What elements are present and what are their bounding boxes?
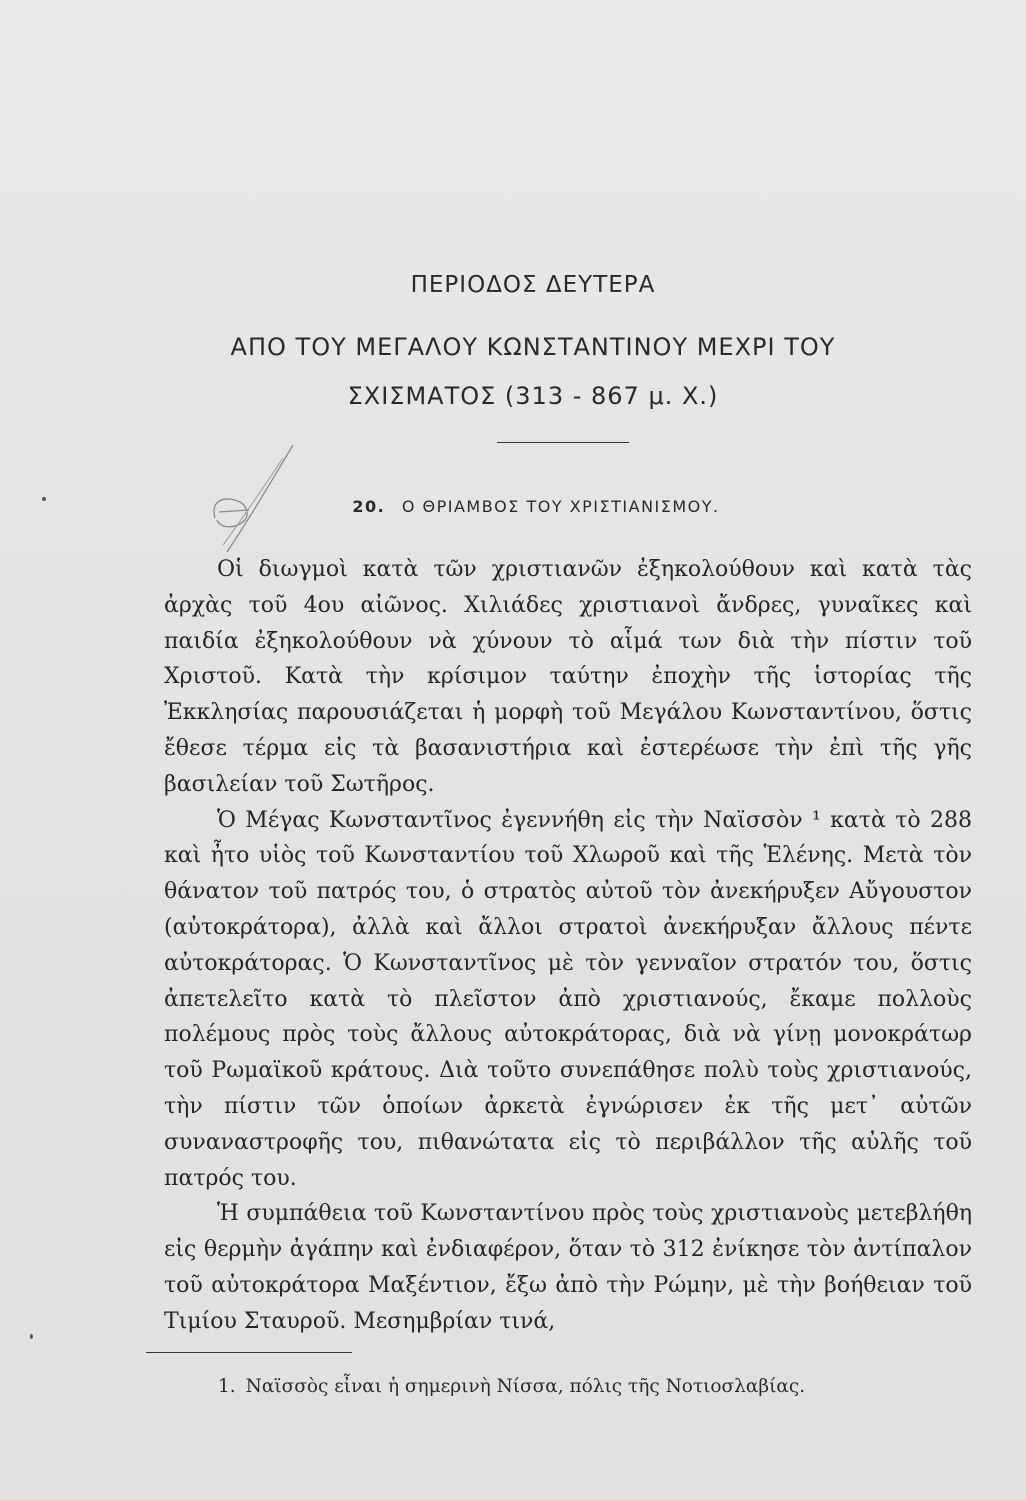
- title-divider: [497, 442, 629, 443]
- body-text: [164, 552, 972, 1340]
- section-title: Ο ΘΡΙΑΜΒΟΣ ΤΟΥ ΧΡΙΣΤΙΑΝΙΣΜΟΥ.: [401, 497, 720, 516]
- paragraph: Οἱ διωγμοὶ κατὰ τῶν χριστιανῶν ἐξηκολούθουν καὶ κατὰ τὰς ἀρχὰς τοῦ 4ου αἰῶνος. Χιλιάδες χριστιανοὶ ἄνδρες, γυναῖκες καὶ παιδία ἐξηκολούθουν νὰ χύνουν τὸ αἷμά των διὰ τὴν πίστιν τοῦ Χριστοῦ. Κατὰ τὴν κρίσιμον ταύτην ἐποχὴν τῆς ἱστορίας τῆς Ἐκκλησίας παρουσιάζεται ἡ μορφὴ τοῦ Μεγάλου Κωνσταντίνου, ὅστις ἔθεσε τέρμα εἰς τὰ βασανιστήρια καὶ ἐστερέωσε τὴν ἐπὶ τῆς γῆς βασιλείαν τοῦ Σωτῆρος.: [164, 557, 972, 797]
- chapter-title-line-1: ΑΠΟ ΤΟΥ ΜΕΓΑΛΟΥ ΚΩΝΣΤΑΝΤΙΝΟΥ ΜΕΧΡΙ ΤΟΥ: [230, 333, 836, 361]
- footnote: [218, 1376, 978, 1397]
- section-heading: [0, 497, 1026, 516]
- section-number: 20.: [352, 497, 386, 516]
- paragraph: Ὁ Μέγας Κωνσταντῖνος ἐγεννήθη εἰς τὴν Ναϊσσὸν ¹ κατὰ τὸ 288 καὶ ἦτο υἱὸς τοῦ Κωνσταντίου τοῦ Χλωροῦ καὶ τῆς Ἑλένης. Μετὰ τὸν θάνατον τοῦ πατρός του, ὁ στρατὸς αὐτοῦ τὸν ἀνεκήρυξεν Αὔγουστον (αὐτοκράτορα), ἀλλὰ καὶ ἄλλοι στρατοὶ ἀνεκήρυξαν ἄλλους πέντε αὐτοκράτορας. Ὁ Κωνσταντῖνος μὲ τὸν γενναῖον στρατόν του, ὅστις ἀπετελεῖτο κατὰ τὸ πλεῖστον ἀπὸ χριστιανούς, ἔκαμε πολλοὺς πολέμους πρὸς τοὺς ἄλλους αὐτοκράτορας, διὰ νὰ γίνῃ μονοκράτωρ τοῦ Ρωμαϊκοῦ κράτους. Διὰ τοῦτο συνεπάθησε πολὺ τοὺς χριστιανούς, τὴν πίστιν τῶν ὁποίων ἀρκετὰ ἐγνώρισεν ἐκ τῆς μετ᾽ αὐτῶν συναναστροφῆς του, πιθανώτατα εἰς τὸ περιβάλλον τῆς αὐλῆς τοῦ πατρός του.: [164, 807, 972, 1191]
- footnote-text: Ναϊσσὸς εἶναι ἡ σημερινὴ Νίσσα, πόλις τῆς Νοτιοσλαβίας.: [245, 1376, 806, 1397]
- dust-speck: [30, 1334, 33, 1339]
- footnote-number: 1.: [218, 1376, 236, 1397]
- chapter-title-line-2: ΣΧΙΣΜΑΤΟΣ (313 - 867 μ. Χ.): [347, 382, 719, 410]
- dust-speck: [42, 497, 46, 501]
- paragraph: Ἡ συμπάθεια τοῦ Κωνσταντίνου πρὸς τοὺς χριστιανοὺς μετεβλήθη εἰς θερμὴν ἀγάπην καὶ ἐνδιαφέρον, ὅταν τὸ 312 ἐνίκησε τὸν ἀντίπαλον τοῦ αὐτοκράτορα Μαξέντιον, ἔξω ἀπὸ τὴν Ρώμην, μὲ τὴν βοήθειαν τοῦ Τιμίου Σταυροῦ. Μεσημβρίαν τινά,: [164, 1201, 972, 1334]
- footnote-divider: [146, 1352, 352, 1353]
- period-heading: ΠΕΡΙΟΔΟΣ ΔΕΥΤΕΡΑ: [410, 272, 656, 298]
